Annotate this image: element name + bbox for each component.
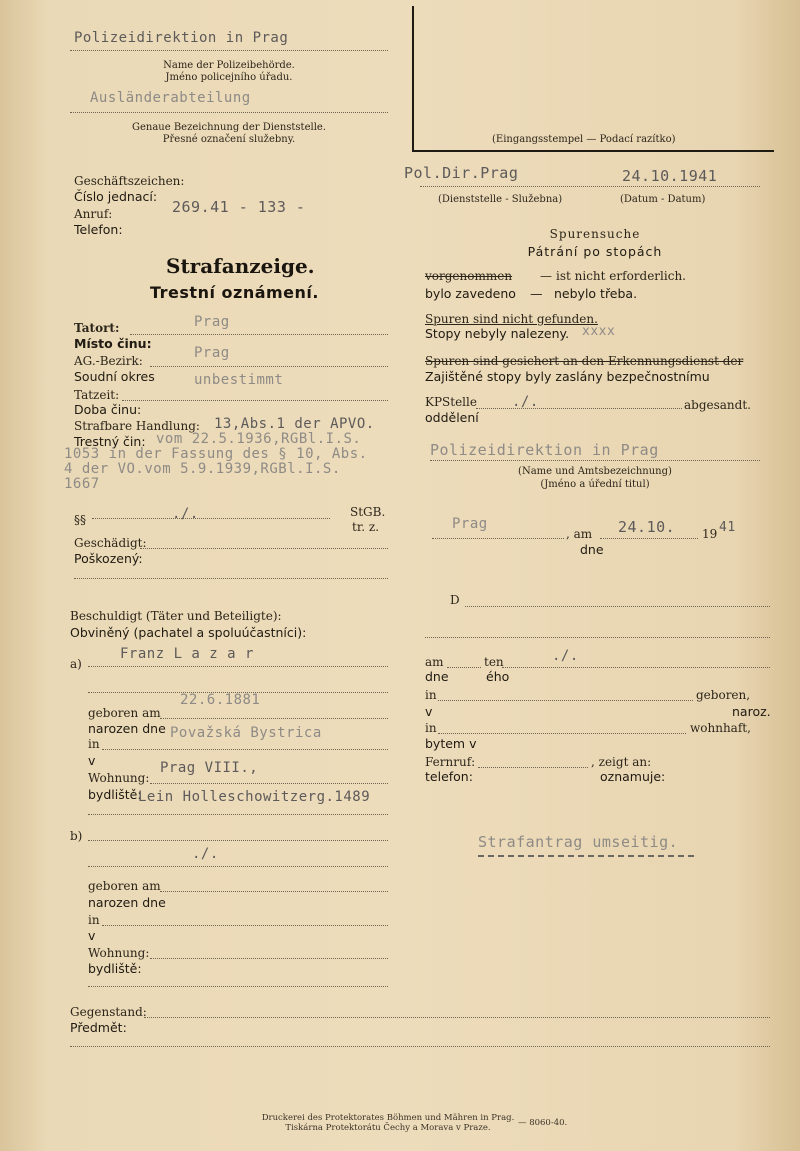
accused-a-res-2: Lein Holleschowitzerg.1489 xyxy=(138,789,371,805)
denunciant-naroz: naroz. xyxy=(732,704,771,719)
denunciant-d: D xyxy=(450,593,460,607)
search-heading-cz: Pátrání po stopách xyxy=(527,244,663,259)
dept-label: oddělení xyxy=(425,410,479,425)
place-date-line xyxy=(600,538,698,539)
injured-label-cz: Poškozený: xyxy=(74,551,143,566)
act-value-5: 1667 xyxy=(64,476,100,492)
accused-a-name-line xyxy=(88,666,388,667)
search-line1-de: ist nicht erforderlich. xyxy=(556,269,686,283)
search-line3-cz: Zajištěné stopy byly zaslány bezpečnostnímu xyxy=(425,369,710,384)
para-label: §§ xyxy=(74,513,86,527)
department-label-cz: Přesné označení služebny. xyxy=(162,134,296,145)
authority-label-cz: Jméno policejního úřadu. xyxy=(165,72,293,83)
place-line xyxy=(432,538,564,539)
place-dne: dne xyxy=(580,542,604,557)
denunciant-v: v xyxy=(425,704,433,719)
subject-label-de: Gegenstand: xyxy=(70,1005,147,1019)
accused-b-label: b) xyxy=(70,829,83,843)
denunciant-in2: in xyxy=(425,721,437,735)
denunciant-wohnhaft: wohnhaft, xyxy=(690,721,751,735)
accused-b-res-cz: bydliště: xyxy=(88,961,142,976)
accused-b-line xyxy=(88,840,388,841)
accused-a-born-de: geboren am xyxy=(88,706,161,720)
accused-a-res-1: Prag VIII., xyxy=(160,760,259,776)
footer-code: — 8060-40. xyxy=(518,1118,568,1128)
denunciant-dne: dne xyxy=(425,669,449,684)
place-year-typed: 41 xyxy=(719,520,736,535)
accused-a-label: a) xyxy=(70,657,82,671)
authority-typed: Polizeidirektion in Prag xyxy=(74,30,289,46)
accused-b-in-de: in xyxy=(88,913,100,927)
accused-b-in-line xyxy=(102,925,388,926)
district-label-cz: Soudní okres xyxy=(74,369,155,384)
accused-b-res-line-2 xyxy=(88,986,388,987)
search-line2-x: xxxx xyxy=(582,324,616,339)
time-line xyxy=(122,400,388,401)
denunciant-in-line xyxy=(438,700,693,701)
official-line xyxy=(430,460,760,461)
accused-b-res-line xyxy=(150,958,388,959)
denunciant-phone-cz: telefon: xyxy=(425,769,473,784)
accused-a-res-line-2 xyxy=(88,814,388,815)
search-heading-de: Spurensuche xyxy=(549,227,641,241)
stamp-label: (Eingangsstempel — Podací razítko) xyxy=(492,134,676,145)
injured-line xyxy=(140,548,388,549)
authority-line xyxy=(70,50,388,51)
accused-b-value: ./. xyxy=(192,846,219,862)
search-line1-cz-b: nebylo třeba. xyxy=(554,286,638,301)
stamp-box-bottom-border xyxy=(412,150,774,152)
scene-line xyxy=(130,334,388,335)
place-typed: Prag xyxy=(452,516,488,532)
department-line xyxy=(70,112,388,113)
footer-printer xyxy=(258,1113,518,1133)
denunciant-in: in xyxy=(425,688,437,702)
stamp-box-left-border xyxy=(412,6,414,152)
accused-a-res-de: Wohnung: xyxy=(88,771,150,785)
accused-a-born-line xyxy=(160,718,388,719)
title-de: Strafanzeige. xyxy=(166,254,315,278)
denunciant-note: Strafantrag umseitig. xyxy=(478,833,679,851)
injured-label-de: Geschädigt: xyxy=(74,536,147,550)
denunciant-eho: ého xyxy=(486,669,510,684)
reference-label-de: Geschäftszeichen: xyxy=(74,174,185,188)
act-label-cz: Trestný čin: xyxy=(74,434,146,449)
accused-b-born-de: geboren am xyxy=(88,879,161,893)
date-typed: 24.10.1941 xyxy=(622,167,718,185)
time-label-de: Tatzeit: xyxy=(74,388,120,402)
denunciant-note-underline xyxy=(478,855,694,857)
denunciant-reports-cz: oznamuje: xyxy=(600,769,666,784)
subject-line xyxy=(144,1017,770,1018)
accused-a-in-de: in xyxy=(88,737,100,751)
para-line xyxy=(92,518,330,519)
stgb-de: StGB. xyxy=(350,505,386,519)
title-cz: Trestní oznámení. xyxy=(150,283,319,302)
phone-label-de: Anruf: xyxy=(74,207,113,221)
accused-a-born-cz: narozen dne xyxy=(88,721,166,736)
denunciant-line-2 xyxy=(425,637,770,638)
search-line1-cz-a: bylo zavedeno xyxy=(425,286,516,301)
department-label-de: Genaue Bezeichnung der Dienststelle. xyxy=(131,122,326,133)
scene-label-cz: Místo činu: xyxy=(74,336,152,351)
denunciant-value: ./. xyxy=(552,648,579,664)
kp-label: KPStelle xyxy=(425,395,477,409)
act-value-1: 13,Abs.1 der APVO. xyxy=(214,416,375,432)
denunciant-phone-de: Fernruf: xyxy=(425,755,476,769)
accused-a-born-date: 22.6.1881 xyxy=(180,692,261,708)
denunciant-bytem: bytem v xyxy=(425,736,477,751)
stgb-cz: tr. z. xyxy=(352,520,380,534)
search-line2-cz: Stopy nebyly nalezeny. xyxy=(425,326,570,341)
official-typed: Polizeidirektion in Prag xyxy=(430,441,659,459)
district-label-de: AG.-Bezirk: xyxy=(74,354,143,368)
accused-b-born-cz: narozen dne xyxy=(88,895,166,910)
office-label: (Dienststelle - Služebna) xyxy=(438,194,563,205)
act-value-3: 1053 in der Fassung des § 10, Abs. xyxy=(64,446,368,462)
sent-label: abgesandt. xyxy=(684,398,751,412)
denunciant-phone-line xyxy=(478,767,588,768)
search-line1-dash: — xyxy=(540,269,552,283)
kp-line xyxy=(476,408,682,409)
district-value-1: Prag xyxy=(194,345,230,361)
accused-label-de: Beschuldigt (Täter und Beteiligte): xyxy=(70,609,282,623)
accused-a-birthplace: Považská Bystrica xyxy=(170,725,322,741)
accused-a-in-cz: v xyxy=(88,753,96,768)
official-label-de: (Name und Amtsbezeichnung) xyxy=(518,466,672,477)
accused-a-res-cz: bydliště: xyxy=(88,787,142,802)
date-label: (Datum - Datum) xyxy=(620,194,706,205)
reference-label-cz: Číslo jednací: xyxy=(74,189,158,204)
subject-line-2 xyxy=(70,1046,770,1047)
office-typed: Pol.Dir.Prag xyxy=(404,164,519,182)
place-date-typed: 24.10. xyxy=(618,518,676,536)
accused-a-res-line xyxy=(150,783,388,784)
reference-value: 269.41 - 133 - xyxy=(172,198,306,216)
search-line2-de: Spuren sind nicht gefunden. xyxy=(425,312,598,326)
accused-b-res-de: Wohnung: xyxy=(88,946,150,960)
office-date-line xyxy=(420,186,760,187)
scene-value: Prag xyxy=(194,314,230,330)
place-am: , am xyxy=(566,527,593,541)
denunciant-geboren: geboren, xyxy=(696,688,751,702)
subject-label-cz: Předmět: xyxy=(70,1020,127,1035)
kp-dots: ./. xyxy=(512,394,539,410)
place-year-prefix: 19 xyxy=(702,527,718,541)
scene-label-de: Tatort: xyxy=(74,321,120,335)
time-label-cz: Doba činu: xyxy=(74,402,142,417)
denunciant-line-1 xyxy=(465,606,770,607)
denunciant-am: am xyxy=(425,655,444,669)
department-typed: Ausländerabteilung xyxy=(90,90,251,106)
district-value-2: unbestimmt xyxy=(194,372,284,388)
denunciant-in2-line xyxy=(438,733,686,734)
para-value: ./. xyxy=(172,506,199,522)
phone-label-cz: Telefon: xyxy=(74,222,123,237)
footer-line-2: Tiskárna Protektorátu Čechy a Morava v Praze. xyxy=(285,1123,491,1133)
accused-a-in-line xyxy=(102,749,388,750)
accused-b-in-cz: v xyxy=(88,928,96,943)
injured-line-2 xyxy=(74,578,388,579)
district-line xyxy=(150,366,388,367)
accused-label-cz: Obviněný (pachatel a spoluúčastníci): xyxy=(70,625,307,640)
act-value-2: vom 22.5.1936,RGBl.I.S. xyxy=(156,431,362,447)
act-value-4: 4 der VO.vom 5.9.1939,RGBl.I.S. xyxy=(64,461,341,477)
official-label-cz: (Jméno a úřední titul) xyxy=(540,479,650,490)
search-line3-de: Spuren sind gesichert an den Erkennungsdienst der xyxy=(425,354,744,368)
authority-label-de: Name der Polizeibehörde. xyxy=(163,60,295,71)
denunciant-ten-line xyxy=(502,667,770,668)
denunciant-am-line xyxy=(447,667,481,668)
footer-line-1: Druckerei des Protektorates Böhmen und Mähren in Prag. xyxy=(261,1113,515,1123)
denunciant-ten: ten xyxy=(484,655,504,669)
accused-b-line-2 xyxy=(88,866,388,867)
search-line1-struck: vorgenommen xyxy=(425,269,513,283)
accused-b-born-line xyxy=(160,891,388,892)
accused-a-name: Franz L a z a r xyxy=(120,646,254,662)
act-label-de: Strafbare Handlung: xyxy=(74,419,200,433)
denunciant-reports-de: , zeigt an: xyxy=(591,755,652,769)
search-line1-cz-dash: — xyxy=(530,286,543,301)
